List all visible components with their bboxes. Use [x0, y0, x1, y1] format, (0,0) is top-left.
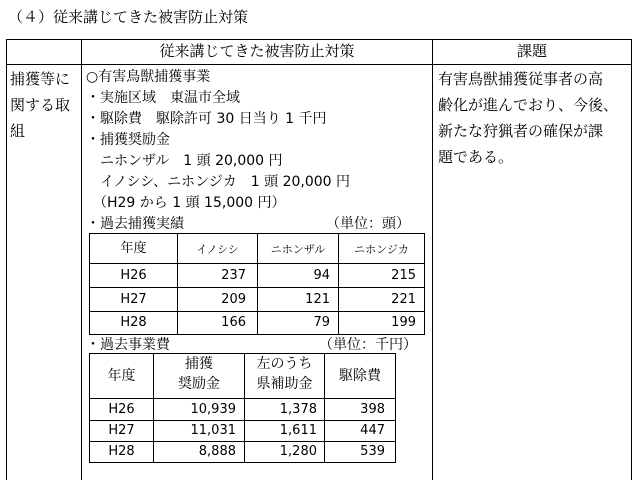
header-issues: 課題	[516, 42, 547, 60]
capture-header-monkey: ニホンザル	[270, 243, 326, 256]
issue-line: 齢化が進んでおり、今後、	[438, 96, 619, 114]
expense-header-year: 年度	[107, 368, 136, 384]
table-cell: 447	[360, 423, 385, 438]
table-cell: 1,378	[279, 402, 317, 417]
table-cell: 1,280	[279, 444, 317, 459]
content-line: ・捕獲奨励金	[86, 132, 170, 148]
capture-header-year: 年度	[120, 241, 147, 256]
content-line: （H29 から 1 頭 15,000 円）	[86, 195, 286, 211]
table-cell: 10,939	[190, 402, 236, 417]
content-heading: ○有害鳥獣捕獲事業	[86, 69, 211, 85]
row-label-line: 捕獲等に	[10, 70, 71, 88]
table-cell: 199	[391, 315, 416, 330]
table-cell: H26	[108, 402, 135, 417]
table-cell: H28	[108, 444, 135, 459]
table-cell: 94	[313, 268, 330, 283]
issue-line: 題である。	[438, 148, 514, 166]
table-cell: 8,888	[198, 444, 236, 459]
table-cell: H28	[120, 315, 147, 330]
row-label-line: 組	[10, 122, 26, 140]
table-cell: 11,031	[190, 423, 236, 438]
expense-header-extermination: 駆除費	[339, 368, 381, 384]
capture-title: ・過去捕獲実績	[86, 216, 184, 232]
table-cell: 215	[391, 268, 416, 283]
issue-line: 有害鳥獣捕獲従事者の高	[438, 70, 604, 88]
table-cell: H27	[108, 423, 135, 438]
expense-header-subsidy: 県補助金	[256, 376, 313, 392]
table-cell: 166	[221, 315, 246, 330]
row-label-line: 関する取	[10, 96, 71, 114]
table-cell: 121	[305, 292, 330, 307]
expense-title: ・過去事業費	[86, 337, 170, 353]
content-line: ニホンザル 1 頭 20,000 円	[86, 153, 283, 169]
table-cell: 79	[313, 315, 330, 330]
content-line: イノシシ、ニホンジカ 1 頭 20,000 円	[86, 174, 351, 190]
capture-header-boar: イノシシ	[196, 243, 239, 256]
capture-header-deer: ニホンジカ	[354, 243, 409, 256]
content-line: ・実施区域 東温市全域	[86, 90, 240, 106]
capture-unit: （単位：頭）	[326, 216, 410, 232]
section-title: （４）従来講じてきた被害防止対策	[8, 8, 249, 26]
expense-unit: （単位：千円）	[319, 337, 417, 353]
header-measures: 従来講じてきた被害防止対策	[159, 42, 355, 60]
expense-header-reward: 奨励金	[178, 376, 220, 392]
table-cell: 539	[360, 444, 385, 459]
table-cell: 398	[360, 402, 385, 417]
content-line: ・駆除費 駆除許可 30 日当り 1 千円	[86, 111, 327, 127]
expense-header-subsidy: 左のうち	[256, 356, 313, 372]
table-cell: H27	[120, 292, 147, 307]
issue-line: 新たな狩猟者の確保が課	[438, 122, 604, 140]
table-cell: 237	[221, 268, 246, 283]
table-cell: 209	[221, 292, 246, 307]
table-cell: 1,611	[279, 423, 317, 438]
table-cell: 221	[391, 292, 416, 307]
table-cell: H26	[120, 268, 147, 283]
expense-header-reward: 捕獲	[185, 356, 213, 372]
